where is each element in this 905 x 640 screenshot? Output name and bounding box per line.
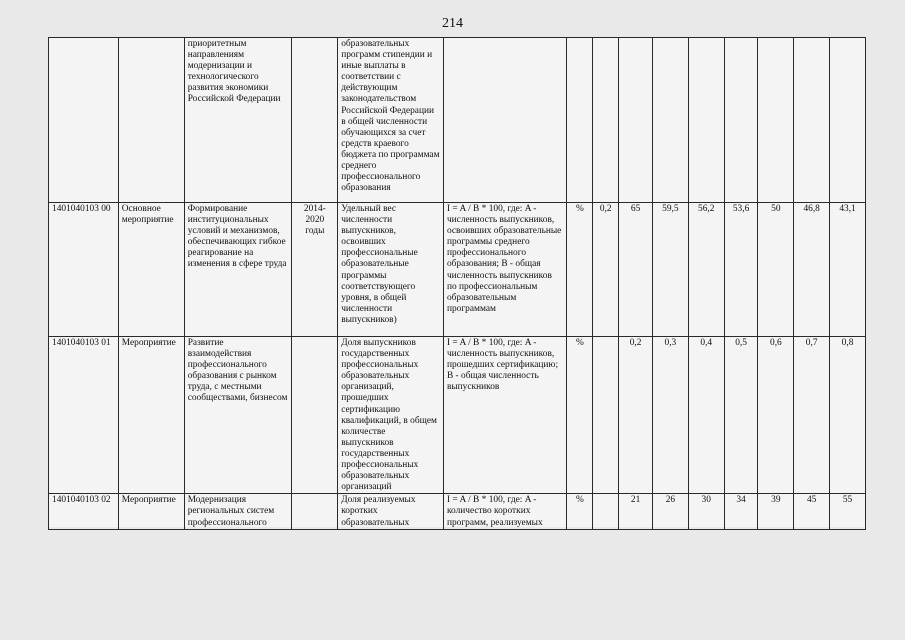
cell-value bbox=[652, 38, 688, 203]
cell-value: 46,8 bbox=[794, 203, 830, 337]
cell-value: 50 bbox=[758, 203, 794, 337]
cell-value: 34 bbox=[724, 494, 758, 529]
cell-value: 30 bbox=[688, 494, 724, 529]
cell-type bbox=[118, 38, 184, 203]
cell-formula: I = A / B * 100, где: A - численность выпускников, прошедших сертификацию; B - общая численность выпускников bbox=[443, 337, 567, 494]
cell-value bbox=[688, 38, 724, 203]
cell-value bbox=[593, 38, 619, 203]
table-row bbox=[49, 203, 866, 337]
cell-type: Мероприятие bbox=[118, 494, 184, 529]
cell-value: 55 bbox=[830, 494, 866, 529]
cell-unit: % bbox=[567, 337, 593, 494]
table-row bbox=[49, 38, 866, 203]
cell-value bbox=[593, 337, 619, 494]
indicators-table bbox=[48, 37, 866, 530]
cell-value: 56,2 bbox=[688, 203, 724, 337]
cell-name: Модернизация региональных систем профессионального bbox=[184, 494, 292, 529]
cell-name: Развитие взаимодействия профессионального образования с рынком труда, с местными сообществами, бизнесом bbox=[184, 337, 292, 494]
page-number: 214 bbox=[442, 16, 463, 31]
cell-type: Основное мероприятие bbox=[118, 203, 184, 337]
cell-value: 0,2 bbox=[619, 337, 653, 494]
cell-value: 53,6 bbox=[724, 203, 758, 337]
cell-value bbox=[758, 38, 794, 203]
cell-type: Мероприятие bbox=[118, 337, 184, 494]
cell-indicator: образовательных программ стипендии и иные выплаты в соответствии с действующим законодательством Российской Федерации в общей численности обучающихся за счет средств краевого бюджета по программам среднего профессионального образования bbox=[338, 38, 444, 203]
cell-value bbox=[593, 494, 619, 529]
cell-value bbox=[794, 38, 830, 203]
cell-indicator: Доля выпускников государственных профессиональных образовательных организаций, прошедших сертификацию квалификаций, в общем количестве выпускников государственных профессиональных образовательных организаций bbox=[338, 337, 444, 494]
cell-formula: I = A / B * 100, где: A - количество коротких программ, реализуемых bbox=[443, 494, 567, 529]
cell-value: 0,8 bbox=[830, 337, 866, 494]
document-sheet bbox=[48, 37, 866, 527]
cell-value: 39 bbox=[758, 494, 794, 529]
cell-formula bbox=[443, 38, 567, 203]
cell-value bbox=[619, 38, 653, 203]
cell-period bbox=[292, 494, 338, 529]
cell-formula: I = A / B * 100, где: A - численность выпускников, освоивших образовательные программы среднего профессионального образования; B - общая численность выпускников по профессиональным образовательным программам bbox=[443, 203, 567, 337]
cell-value: 0,2 bbox=[593, 203, 619, 337]
cell-value: 65 bbox=[619, 203, 653, 337]
cell-value: 43,1 bbox=[830, 203, 866, 337]
cell-indicator: Доля реализуемых коротких образовательных bbox=[338, 494, 444, 529]
cell-unit: % bbox=[567, 203, 593, 337]
cell-value: 0,4 bbox=[688, 337, 724, 494]
cell-unit bbox=[567, 38, 593, 203]
cell-period bbox=[292, 38, 338, 203]
cell-period bbox=[292, 337, 338, 494]
cell-unit: % bbox=[567, 494, 593, 529]
cell-value bbox=[724, 38, 758, 203]
cell-value bbox=[830, 38, 866, 203]
cell-value: 21 bbox=[619, 494, 653, 529]
cell-value: 59,5 bbox=[652, 203, 688, 337]
table-row bbox=[49, 494, 866, 529]
cell-value: 45 bbox=[794, 494, 830, 529]
cell-code: 1401040103 01 bbox=[49, 337, 119, 494]
cell-value: 0,5 bbox=[724, 337, 758, 494]
cell-name: приоритетным направлениям модернизации и технологического развития экономики Российской Федерации bbox=[184, 38, 292, 203]
cell-code: 1401040103 02 bbox=[49, 494, 119, 529]
cell-value: 0,7 bbox=[794, 337, 830, 494]
cell-indicator: Удельный вес численности выпускников, освоивших профессиональные образовательные программы соответствующего уровня, в общей численности выпускников) bbox=[338, 203, 444, 337]
cell-code bbox=[49, 38, 119, 203]
cell-period: 2014-2020 годы bbox=[292, 203, 338, 337]
cell-value: 26 bbox=[652, 494, 688, 529]
cell-value: 0,3 bbox=[652, 337, 688, 494]
cell-code: 1401040103 00 bbox=[49, 203, 119, 337]
cell-value: 0,6 bbox=[758, 337, 794, 494]
cell-name: Формирование институциональных условий и механизмов, обеспечивающих гибкое реагирование на изменения в сфере труда bbox=[184, 203, 292, 337]
table-row bbox=[49, 337, 866, 494]
